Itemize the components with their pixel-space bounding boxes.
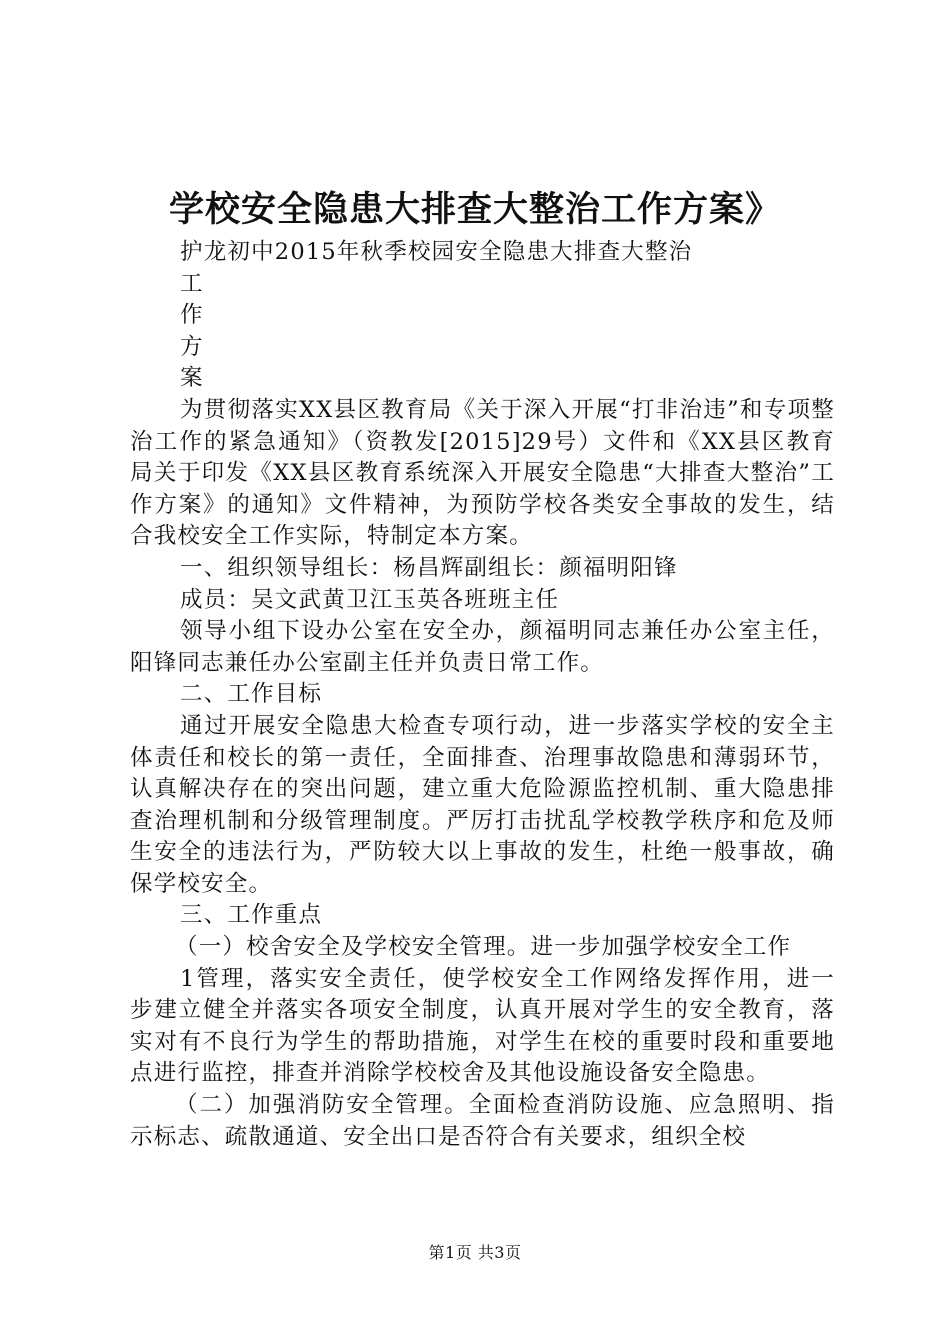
vertical-char: 作 — [180, 302, 204, 329]
vertical-char: 工 — [180, 270, 204, 297]
document-subtitle: 护龙初中2015年秋季校园安全隐患大排查大整治 — [180, 239, 693, 265]
document-body — [130, 237, 835, 1153]
paragraph-intro: 为贯彻落实XX县区教育局《关于深入开展“打非治违”和专项整治工作的紧急通知》（资教发[2015]29号）文件和《XX县区教育局关于印发《XX县区教育系统深入开展安全隐患“大排查大整治”工作方案》的通知》文件精神，为预防学校各类安全事故的发生，结合我校安全工作实际，特制定本方案。 — [130, 396, 835, 550]
paragraph-office: 领导小组下设办公室在安全办，颜福明同志兼任办公室主任，阳锋同志兼任办公室副主任并负责日常工作。 — [130, 618, 835, 676]
paragraph-focus-1: （一）校舍安全及学校安全管理。进一步加强学校安全工作 — [175, 934, 792, 961]
paragraph-members: 成员：吴文武黄卫江玉英各班班主任 — [180, 586, 560, 613]
section-heading-focus: 三、工作重点 — [180, 902, 323, 929]
page-footer: 第1页 共3页 — [428, 1243, 522, 1262]
section-heading-organization: 一、组织领导组长：杨昌辉副组长：颜福明阳锋 — [180, 554, 678, 581]
paragraph-focus-1-detail: 1管理，落实安全责任，使学校安全工作网络发挥作用，进一步建立健全并落实各项安全制度，认真开展对学生的安全教育，落实对有不良行为学生的帮助措施，对学生在校的重要时段和重要地点进行监控，排查并消除学校校舍及其他设施设备安全隐患。 — [130, 965, 835, 1087]
document-title: 学校安全隐患大排查大整治工作方案》 — [168, 189, 781, 230]
vertical-char: 案 — [180, 365, 204, 392]
paragraph-focus-2: （二）加强消防安全管理。全面检查消防设施、应急照明、指示标志、疏散通道、安全出口是否符合有关要求，组织全校 — [130, 1092, 835, 1150]
paragraph-goals: 通过开展安全隐患大检查专项行动，进一步落实学校的安全主体责任和校长的第一责任，全面排查、治理事故隐患和薄弱环节，认真解决存在的突出问题，建立重大危险源监控机制、重大隐患排查治理机制和分级管理制度。严厉打击扰乱学校教学秩序和危及师生安全的违法行为，严防较大以上事故的发生，杜绝一般事故，确保学校安全。 — [130, 712, 835, 897]
section-heading-goals: 二、工作目标 — [180, 681, 323, 708]
vertical-char: 方 — [180, 333, 204, 360]
